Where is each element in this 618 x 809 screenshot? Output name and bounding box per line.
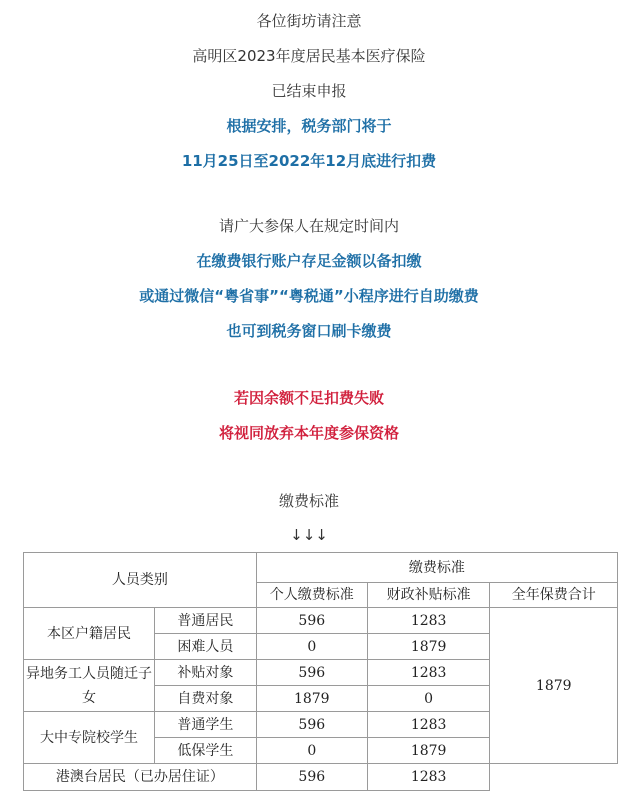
subsidy-fee: 1283 (367, 712, 490, 738)
personal-fee: 596 (256, 712, 367, 738)
personal-fee: 0 (256, 738, 367, 764)
notice-line-6: 请广大参保人在规定时间内 (218, 217, 399, 235)
annual-total: 1879 (490, 608, 618, 764)
personal-fee: 596 (256, 660, 367, 686)
notice-line-9: 也可到税务窗口刷卡缴费 (226, 322, 392, 340)
notice-line-11: 将视同放弃本年度参保资格 (218, 424, 399, 442)
notice-line-1: 各位街坊请注意 (256, 12, 362, 30)
down-arrows: ↓↓↓ (290, 526, 328, 544)
notice-line-3: 已结束申报 (271, 82, 347, 100)
subsidy-fee: 1283 (367, 608, 490, 634)
personal-fee: 0 (256, 634, 367, 660)
notice-line-8: 或通过微信“粤省事”“粤税通”小程序进行自助缴费 (139, 287, 479, 305)
table-row (24, 764, 618, 791)
notice-line-10: 若因余额不足扣费失败 (233, 389, 384, 407)
header-personal: 个人缴费标准 (256, 583, 367, 608)
group-label: 本区户籍居民 (24, 608, 155, 660)
sub-category: 自费对象 (155, 686, 257, 712)
header-subsidy: 财政补贴标准 (367, 583, 490, 608)
group-label: 异地务工人员随迁子女 (24, 660, 155, 712)
table-row (24, 608, 618, 634)
sub-category: 困难人员 (155, 634, 257, 660)
section-title: 缴费标准 (278, 492, 339, 510)
notice-line-7: 在缴费银行账户存足金额以备扣缴 (196, 252, 422, 270)
subsidy-fee: 0 (367, 686, 490, 712)
personal-fee: 596 (256, 764, 367, 791)
personal-fee: 596 (256, 608, 367, 634)
sub-category: 低保学生 (155, 738, 257, 764)
header-total: 全年保费合计 (490, 583, 618, 608)
sub-category: 普通居民 (155, 608, 257, 634)
subsidy-fee: 1283 (367, 660, 490, 686)
personal-fee: 1879 (256, 686, 367, 712)
notice-line-4: 根据安排，税务部门将于 (226, 117, 392, 135)
group-label: 大中专院校学生 (24, 712, 155, 764)
notice-line-2: 高明区2023年度居民基本医疗保险 (192, 47, 426, 65)
header-standard: 缴费标准 (256, 553, 617, 583)
subsidy-fee: 1879 (367, 738, 490, 764)
subsidy-fee: 1879 (367, 634, 490, 660)
sub-category: 普通学生 (155, 712, 257, 738)
group-label: 港澳台居民（已办居住证） (24, 764, 257, 791)
fee-standard-table (23, 552, 618, 791)
subsidy-fee: 1283 (367, 764, 490, 791)
sub-category: 补贴对象 (155, 660, 257, 686)
header-category: 人员类别 (24, 553, 257, 608)
notice-line-5: 11月25日至2022年12月底进行扣费 (181, 152, 437, 170)
table-header-row-1 (24, 553, 618, 583)
